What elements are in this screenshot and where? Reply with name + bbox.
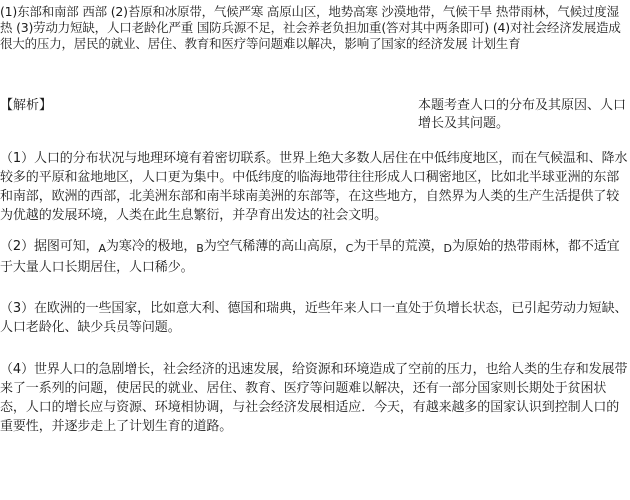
map-label-c-text: 为干旱的荒漠， (353, 239, 444, 254)
map-label-d: D (443, 242, 452, 255)
paragraph-2-prefix: （2）据图可知， (0, 239, 99, 254)
map-label-c: C (345, 242, 354, 255)
explanation-paragraph-2 (0, 237, 630, 277)
map-label-a-text: 为寒冷的极地， (105, 239, 197, 254)
explanation-paragraph-3: （3）在欧洲的一些国家，比如意大利、德国和瑞典，近些年来人口一直处于负增长状态，已引起劳动力短缺、人口老龄化、缺少兵员等问题。 (0, 301, 628, 335)
explanation-paragraph-4: （4）世界人口的急剧增长，社会经济的迅速发展，给资源和环境造成了空前的压力，也给人类的生存和发展带来了一系列的问题，使居民的就业、居住、教育、医疗等问题难以解决，还有一部分国家则长期处于贫困状态，人口的增长应与资源、环境相协调，与社会经济发展相适应．今天，有越来越多的国家认识到控制人口的重要性，并逐步走上了计划生育的道路。 (0, 362, 628, 434)
answer-text: (1)东部和南部 西部 (2)苔原和冰原带，气候严寒 高原山区，地势高寒 沙漠地带，气候干旱 热带雨林，气候过度湿热 (3)劳动力短缺，人口老龄化严重 国防兵源不足，社会养老负担加重(答对其中两条即可) (4)对社会经济发展造成很大的压力，居民的就业、居住、教育和医疗等问题难以解决，影响了国家的经济发展 计划生育 (0, 4, 621, 51)
analysis-tag: 【解析】 (0, 98, 53, 113)
explanation-paragraph-1: （1）人口的分布状况与地理环境有着密切联系。世界上绝大多数人居住在中低纬度地区，而在气候温和、降水较多的平原和盆地地区，人口更为集中。中低纬度的临海地带往往形成人口稠密地区，比如北半球亚洲的东部和南部，欧洲的西部，北美洲东部和南半球南美洲的东部等，在这些地方，自然界为人类的生产生活提供了较为优越的发展环境，人类在此生息繁衍，并孕育出发达的社会文明。 (0, 151, 628, 223)
analysis-header (0, 96, 630, 132)
analysis-summary: 本题考查人口的分布及其原因、人口增长及其问题。 (418, 98, 627, 131)
map-label-d-text: 为原始的热带雨林，都不适宜于大量人口长期居住，人口稀少。 (0, 239, 620, 275)
map-label-b: B (196, 242, 204, 255)
map-label-b-text: 为空气稀薄的高山高原， (203, 239, 346, 254)
map-label-a: A (98, 242, 106, 255)
